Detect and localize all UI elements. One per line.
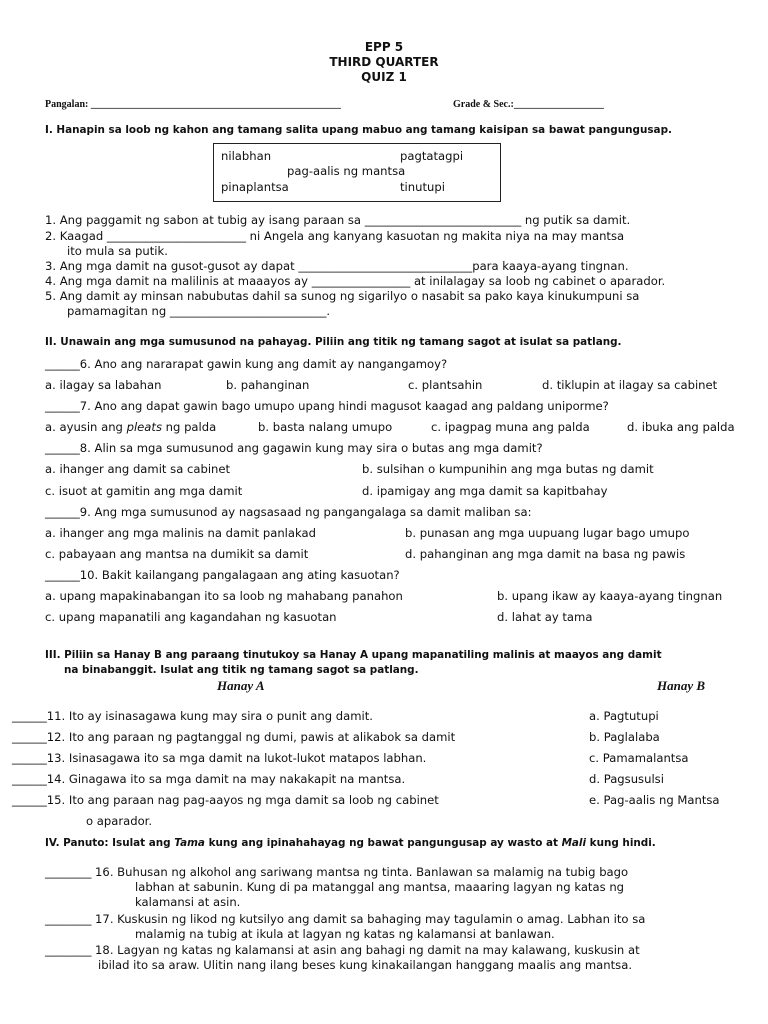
item-2: 2. Kaagad ________________________ ni Angela ang kanyang kasuotan ng makita niya na may mantsa [45,229,625,243]
part3-instruction-continued: na binabanggit. Isulat ang titik ng tamang sagot sa patlang. [64,664,419,676]
word-choice: pinaplantsa [221,180,289,194]
question-8: ______8. Alin sa mga sumusunod ang gagawin kung may sira o butas ang mga damit? [45,441,543,455]
answer-d: d. Pagsusulsi [589,772,664,786]
question-6: ______6. Ano ang nararapat gawin kung ang damit ay nangangamoy? [45,357,448,371]
statement-16-line3: kalamansi at asin. [135,895,241,909]
choice-10b: b. upang ikaw ay kaaya-ayang tingnan [497,589,723,603]
choice-8c: c. isuot at gamitin ang mga damit [45,484,243,498]
item-3: 3. Ang mga damit na gusot-gusot ay dapat ______________________________para kaaya-ayang tingnan. [45,259,629,273]
choice-6a: a. ilagay sa labahan [45,378,162,392]
match-item-13: ______13. Isinasagawa ito sa mga damit na lukot-lukot matapos labhan. [12,751,427,765]
answer-c: c. Pamamalantsa [589,751,689,765]
choice-8d: d. ipamigay ang mga damit sa kapitbahay [362,484,608,498]
choice-9d: d. pahanginan ang mga damit na basa ng pawis [405,547,686,561]
match-item-12: ______12. Ito ang paraan ng pagtanggal ng dumi, pawis at alikabok sa damit [12,730,456,744]
choice-7a: a. ayusin ang pleats ng palda [45,420,217,434]
answer-e: e. Pag-aalis ng Mantsa [589,793,720,807]
choice-7c: c. ipagpag muna ang palda [431,420,590,434]
statement-16-line2: labhan at sabunin. Kung di pa matanggal ang mantsa, maaaring lagyan ng katas ng [135,880,625,894]
quarter-title: THIRD QUARTER [329,55,439,69]
word-choice: pagtatagpi [400,149,464,163]
part3-instruction: III. Piliin sa Hanay B ang paraang tinutukoy sa Hanay A upang mapanatiling malinis at maayos ang damit [45,649,662,661]
choice-10a: a. upang mapakinabangan ito sa loob ng mahabang panahon [45,589,403,603]
statement-17-line2: malamig na tubig at ikula at lagyan ng katas ng kalamansi at banlawan. [135,927,555,941]
question-9: ______9. Ang mga sumusunod ay nagsasaad ng pangangalaga sa damit maliban sa: [45,505,532,519]
match-item-11: ______11. Ito ay isinasagawa kung may sira o punit ang damit. [12,709,373,723]
match-item-14: ______14. Ginagawa ito sa mga damit na may nakakapit na mantsa. [12,772,406,786]
part2-instruction: II. Unawain ang mga sumusunod na pahayag. Piliin ang titik ng tamang sagot at isulat sa patlang. [45,336,622,348]
column-b-heading: Hanay B [657,678,706,693]
quiz-title: QUIZ 1 [361,70,407,84]
match-item-15: ______15. Ito ang paraan nag pag-aayos ng mga damit sa loob ng cabinet [12,793,439,807]
item-5-continued: pamamagitan ng ___________________________. [67,304,331,318]
choice-10c: c. upang mapanatili ang kagandahan ng kasuotan [45,610,337,624]
part1-instruction: I. Hanapin sa loob ng kahon ang tamang salita upang mabuo ang tamang kaisipan sa bawat pangungusap. [45,124,672,136]
word-choice: tinutupi [400,180,445,194]
name-field-label: Pangalan: __________________________________________________ [45,99,341,110]
choice-9b: b. punasan ang mga uupuang lugar bago umupo [405,526,690,540]
question-10: ______10. Bakit kailangang pangalagaan ang ating kasuotan? [45,568,400,582]
column-a-heading: Hanay A [217,678,265,693]
item-5: 5. Ang damit ay minsan nabubutas dahil sa sunog ng sigarilyo o nasabit sa pako kaya kinukumpuni sa [45,289,640,303]
grade-section-field-label: Grade & Sec.:__________________ [453,99,604,110]
choice-7d: d. ibuka ang palda [627,420,735,434]
choice-6b: b. pahanginan [226,378,310,392]
statement-18: ________ 18. Lagyan ng katas ng kalamansi at asin ang bahagi ng damit na may kalawang, kuskusin at [45,943,640,957]
statement-18-line2: ibilad ito sa araw. Ulitin nang ilang beses kung kinakailangan hanggang maalis ang mantsa. [98,958,633,972]
word-box [213,143,501,202]
choice-8b: b. sulsihan o kumpunihin ang mga butas ng damit [362,462,654,476]
choice-6c: c. plantsahin [408,378,483,392]
question-7: ______7. Ano ang dapat gawin bago umupo upang hindi magusot kaagad ang paldang uniporme? [45,399,609,413]
match-item-15-continued: o aparador. [86,814,153,828]
choice-8a: a. ihanger ang damit sa cabinet [45,462,231,476]
part4-instruction: IV. Panuto: Isulat ang Tama kung ang ipinahahayag ng bawat pangungusap ay wasto at Mali kung hindi. [45,837,656,849]
subject-title: EPP 5 [364,40,404,54]
word-choice: nilabhan [221,149,272,163]
choice-10d: d. lahat ay tama [497,610,593,624]
item-4: 4. Ang mga damit na malilinis at maaayos ay _________________ at inilalagay sa loob ng cabinet o aparador. [45,274,666,288]
choice-9a: a. ihanger ang mga malinis na damit panlakad [45,526,316,540]
statement-16: ________ 16. Buhusan ng alkohol ang sariwang mantsa ng tinta. Banlawan sa malamig na tubig bago [45,865,629,879]
answer-a: a. Pagtutupi [589,709,659,723]
word-choice: pag-aalis ng mantsa [287,164,406,178]
item-1: 1. Ang paggamit ng sabon at tubig ay isang paraan sa ___________________________ ng putik sa damit. [45,213,631,227]
item-2-continued: ito mula sa putik. [67,244,168,258]
choice-6d: d. tiklupin at ilagay sa cabinet [542,378,718,392]
choice-7b: b. basta nalang umupo [258,420,393,434]
statement-17: ________ 17. Kuskusin ng likod ng kutsilyo ang damit sa bahaging may tagulamin o amag. Labhan ito sa [45,912,646,926]
choice-9c: c. pabayaan ang mantsa na dumikit sa damit [45,547,309,561]
answer-b: b. Paglalaba [589,730,660,744]
